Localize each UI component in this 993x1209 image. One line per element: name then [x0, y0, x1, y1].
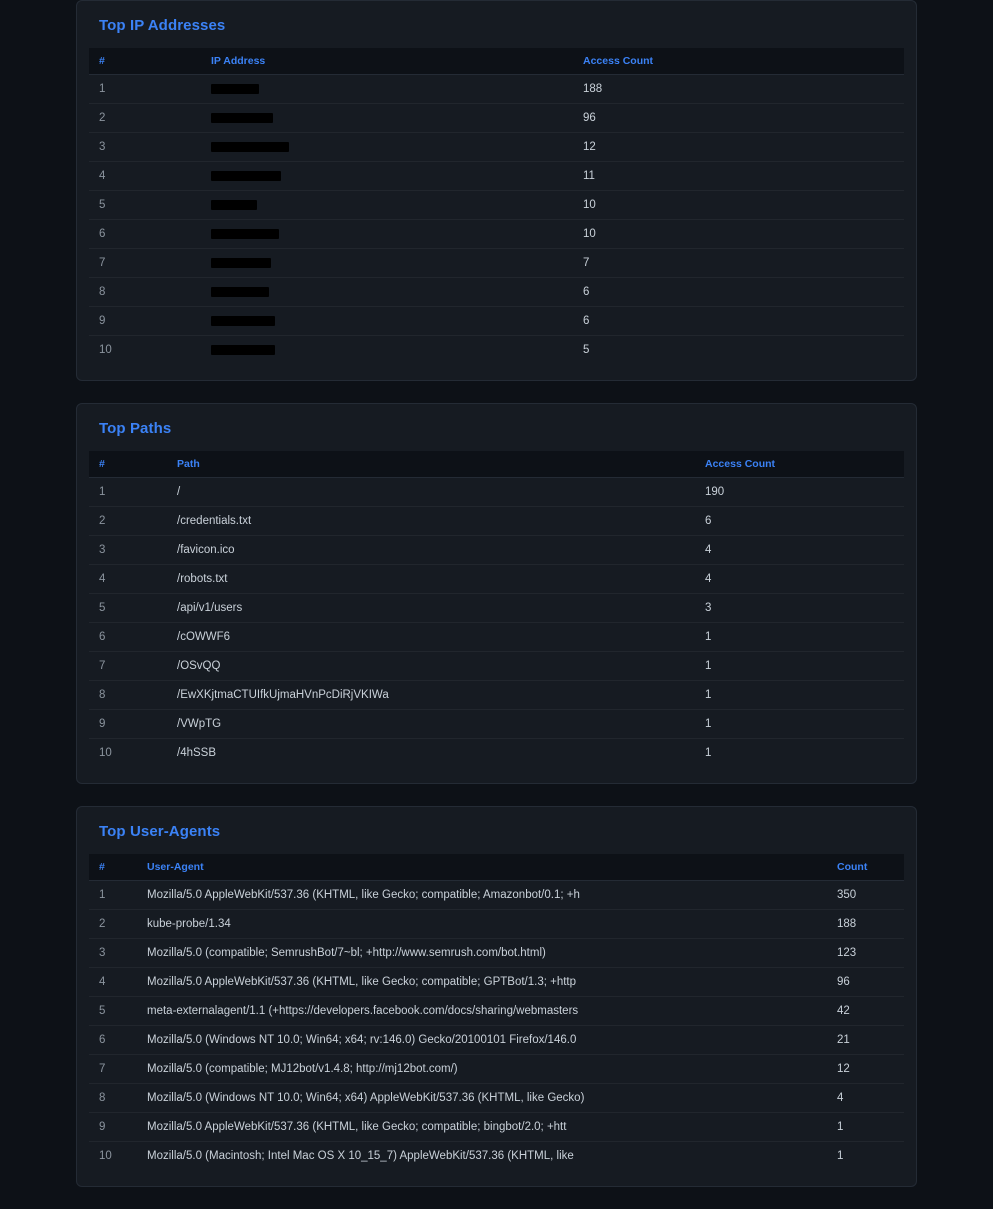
access-count-cell: 11: [573, 162, 904, 191]
row-index: 6: [89, 220, 201, 249]
access-count-cell: 10: [573, 220, 904, 249]
table-header: [89, 451, 904, 478]
ip-address-cell: [201, 104, 573, 133]
column-header-index: #: [89, 48, 201, 75]
count-cell: 350: [827, 881, 904, 910]
top-user-agents-title: Top User-Agents: [99, 823, 221, 840]
access-count-cell: 7: [573, 249, 904, 278]
table-header: [89, 854, 904, 881]
access-count-cell: 1: [695, 652, 904, 681]
table-row: [89, 1084, 904, 1113]
ip-address-cell: [201, 336, 573, 365]
column-header-access-count: Access Count: [695, 451, 904, 478]
table-row: [89, 939, 904, 968]
row-index: 1: [89, 478, 167, 507]
path-cell: /favicon.ico: [167, 536, 695, 565]
redacted-ip-bar: [211, 200, 257, 210]
top-user-agents-table: [89, 854, 904, 1170]
row-index: 5: [89, 997, 137, 1026]
table-body: [89, 75, 904, 365]
table-row: [89, 565, 904, 594]
user-agent-cell: Mozilla/5.0 (Windows NT 10.0; Win64; x64; rv:146.0) Gecko/20100101 Firefox/146.0: [137, 1026, 827, 1055]
table-row: [89, 881, 904, 910]
redacted-ip-bar: [211, 316, 275, 326]
count-cell: 1: [827, 1113, 904, 1142]
table-row: [89, 307, 904, 336]
row-index: 3: [89, 133, 201, 162]
access-count-cell: 188: [573, 75, 904, 104]
access-count-cell: 1: [705, 747, 712, 759]
ip-address-cell: [201, 307, 573, 336]
row-index: 4: [89, 565, 167, 594]
path-cell: /EwXKjtmaCTUIfkUjmaHVnPcDiRjVKIWa: [167, 681, 695, 710]
row-index: 8: [89, 278, 201, 307]
table-row: [89, 478, 904, 507]
table-row: [89, 681, 904, 710]
top-paths-card: [76, 403, 917, 784]
ip-address-cell: [201, 249, 573, 278]
top-ip-addresses-table: [89, 48, 904, 364]
path-cell: /credentials.txt: [167, 507, 695, 536]
row-index: 6: [89, 1026, 137, 1055]
row-index: 1: [89, 75, 201, 104]
row-index: 4: [89, 162, 201, 191]
access-count-cell: 1: [695, 681, 904, 710]
top-paths-table: [89, 451, 904, 767]
count-cell: 21: [827, 1026, 904, 1055]
access-count-cell: 1: [695, 623, 904, 652]
ip-address-cell: [201, 278, 573, 307]
access-count-cell: 12: [573, 133, 904, 162]
row-index: 10: [99, 747, 112, 759]
access-count-cell: 6: [573, 278, 904, 307]
table-header: [89, 48, 904, 75]
ip-address-cell: [201, 133, 573, 162]
table-row: [89, 594, 904, 623]
user-agent-cell: Mozilla/5.0 AppleWebKit/537.36 (KHTML, like Gecko; compatible; GPTBot/1.3; +http: [137, 968, 827, 997]
column-header-index: #: [89, 451, 167, 478]
count-cell: 96: [827, 968, 904, 997]
row-index: 9: [89, 710, 167, 739]
ip-address-cell: [201, 220, 573, 249]
path-cell: /OSvQQ: [167, 652, 695, 681]
user-agent-cell: Mozilla/5.0 AppleWebKit/537.36 (KHTML, like Gecko; compatible; Amazonbot/0.1; +h: [137, 881, 827, 910]
top-paths-title: Top Paths: [99, 420, 172, 437]
table-row: [89, 133, 904, 162]
table-row: [89, 162, 904, 191]
row-index: 5: [89, 191, 201, 220]
path-cell: /: [167, 478, 695, 507]
row-index: 1: [89, 881, 137, 910]
column-header-user-agent: User-Agent: [137, 854, 827, 881]
column-header-ip-address: IP Address: [201, 48, 573, 75]
table-row: [89, 536, 904, 565]
column-header-index: #: [89, 854, 137, 881]
access-count-cell: 96: [573, 104, 904, 133]
redacted-ip-bar: [211, 113, 273, 123]
table-row: [89, 1142, 904, 1171]
path-cell: /robots.txt: [167, 565, 695, 594]
row-index: 10: [99, 1150, 112, 1162]
row-index: 2: [89, 507, 167, 536]
top-ip-addresses-card: [76, 0, 917, 381]
user-agent-cell: Mozilla/5.0 (Macintosh; Intel Mac OS X 10_15_7) AppleWebKit/537.36 (KHTML, like: [147, 1150, 574, 1162]
count-cell: 188: [827, 910, 904, 939]
row-index: 7: [89, 249, 201, 278]
user-agent-cell: Mozilla/5.0 AppleWebKit/537.36 (KHTML, like Gecko; compatible; bingbot/2.0; +htt: [137, 1113, 827, 1142]
user-agent-cell: Mozilla/5.0 (compatible; MJ12bot/v1.4.8; http://mj12bot.com/): [137, 1055, 827, 1084]
table-row: [89, 652, 904, 681]
column-header-path: Path: [167, 451, 695, 478]
row-index: 9: [89, 1113, 137, 1142]
user-agent-cell: Mozilla/5.0 (Windows NT 10.0; Win64; x64) AppleWebKit/537.36 (KHTML, like Gecko): [137, 1084, 827, 1113]
table-row: [89, 75, 904, 104]
table-row: [89, 1113, 904, 1142]
path-cell: /api/v1/users: [167, 594, 695, 623]
row-index: 10: [99, 344, 112, 356]
count-cell: 4: [827, 1084, 904, 1113]
redacted-ip-bar: [211, 171, 281, 181]
row-index: 2: [89, 910, 137, 939]
path-cell: /4hSSB: [177, 747, 216, 759]
table-row: [89, 249, 904, 278]
table-body: [89, 881, 904, 1171]
row-index: 7: [89, 1055, 137, 1084]
column-header-count: Count: [827, 854, 904, 881]
access-count-cell: 10: [573, 191, 904, 220]
access-count-cell: 1: [695, 710, 904, 739]
table-row: [89, 507, 904, 536]
table-row: [89, 191, 904, 220]
table-row: [89, 336, 904, 365]
count-cell: 1: [837, 1150, 844, 1162]
table-row: [89, 910, 904, 939]
table-row: [89, 997, 904, 1026]
table-row: [89, 220, 904, 249]
count-cell: 42: [827, 997, 904, 1026]
count-cell: 12: [827, 1055, 904, 1084]
access-count-cell: 4: [695, 565, 904, 594]
table-header-row: [89, 854, 904, 881]
redacted-ip-bar: [211, 142, 289, 152]
table-row: [89, 1055, 904, 1084]
table-body: [89, 478, 904, 768]
ip-address-cell: [201, 191, 573, 220]
row-index: 9: [89, 307, 201, 336]
top-user-agents-card: [76, 806, 917, 1187]
row-index: 8: [89, 681, 167, 710]
redacted-ip-bar: [211, 229, 279, 239]
path-cell: /VWpTG: [167, 710, 695, 739]
table-row: [89, 278, 904, 307]
row-index: 2: [89, 104, 201, 133]
access-count-cell: 5: [583, 344, 590, 356]
access-count-cell: 6: [695, 507, 904, 536]
redacted-ip-bar: [211, 287, 269, 297]
top-ip-addresses-title: Top IP Addresses: [99, 17, 226, 34]
access-count-cell: 6: [573, 307, 904, 336]
row-index: 7: [89, 652, 167, 681]
redacted-ip-bar: [211, 345, 275, 355]
ip-address-cell: [201, 162, 573, 191]
count-cell: 123: [827, 939, 904, 968]
row-index: 3: [89, 536, 167, 565]
row-index: 5: [89, 594, 167, 623]
table-row: [89, 968, 904, 997]
table-row: [89, 739, 904, 768]
row-index: 4: [89, 968, 137, 997]
table-row: [89, 623, 904, 652]
column-header-access-count: Access Count: [573, 48, 904, 75]
table-row: [89, 1026, 904, 1055]
row-index: 6: [89, 623, 167, 652]
redacted-ip-bar: [211, 258, 271, 268]
user-agent-cell: meta-externalagent/1.1 (+https://developers.facebook.com/docs/sharing/webmasters: [137, 997, 827, 1026]
path-cell: /cOWWF6: [167, 623, 695, 652]
redacted-ip-bar: [211, 84, 259, 94]
table-row: [89, 710, 904, 739]
row-index: 3: [89, 939, 137, 968]
table-header-row: [89, 451, 904, 478]
table-row: [89, 104, 904, 133]
table-header-row: [89, 48, 904, 75]
access-count-cell: 4: [695, 536, 904, 565]
access-count-cell: 3: [695, 594, 904, 623]
user-agent-cell: kube-probe/1.34: [137, 910, 827, 939]
access-count-cell: 190: [695, 478, 904, 507]
ip-address-cell: [201, 75, 573, 104]
row-index: 8: [89, 1084, 137, 1113]
user-agent-cell: Mozilla/5.0 (compatible; SemrushBot/7~bl; +http://www.semrush.com/bot.html): [137, 939, 827, 968]
